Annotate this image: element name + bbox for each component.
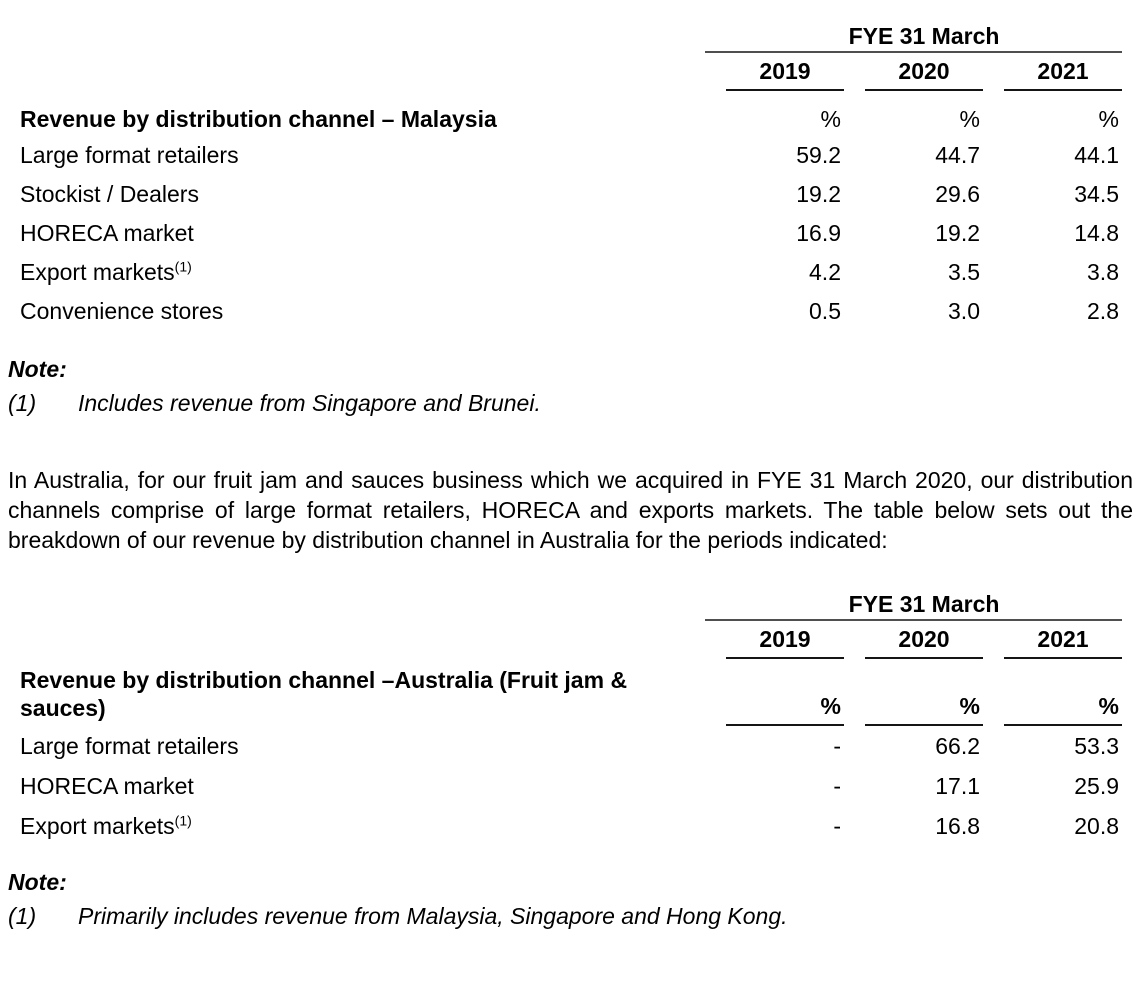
table-row [8,806,1133,846]
table-row [8,766,1133,806]
note-block-australia [8,870,1133,929]
header-spacer [8,21,705,53]
table-row [8,136,1133,175]
row-label-text: HORECA market [20,773,194,799]
year-column-header: 2020 [865,621,983,659]
percent-header: % [1004,693,1122,726]
table-title [8,666,705,726]
note-block-malaysia [8,357,1133,416]
row-label [8,766,705,806]
cell-value: 44.7 [935,142,980,168]
row-label-text: Convenience stores [20,298,224,324]
note-text: Primarily includes revenue from Malaysia, Singapore and Hong Kong. [78,903,788,929]
note-line [8,904,1133,929]
cell-value: 66.2 [935,733,980,759]
cell-value: 2.8 [1087,298,1119,324]
year-column-header: 2019 [726,621,844,659]
cell-value: 25.9 [1074,773,1119,799]
year-column-header: 2020 [865,53,983,91]
row-label [8,806,705,846]
table-row [8,726,1133,766]
years-spacer [8,621,705,659]
cell-value: - [833,773,841,799]
table-australia [8,589,1133,846]
table-row [8,253,1133,292]
year-column-header: 2021 [1004,621,1122,659]
cell-value: 16.9 [796,220,841,246]
years-spacer [8,53,705,91]
header-spacer [8,589,705,621]
percent-header: % [820,106,841,132]
cell-value: 19.2 [935,220,980,246]
table-malaysia [8,21,1133,331]
row-label-text: Export markets [20,813,175,839]
row-label [8,726,705,766]
cell-value: 3.5 [948,259,980,285]
cell-value: 29.6 [935,181,980,207]
percent-header: % [726,693,844,726]
fye-header: FYE 31 March [705,21,1122,53]
row-label-text: Export markets [20,259,175,285]
row-label [8,292,705,331]
cell-value: 53.3 [1074,733,1119,759]
cell-value: 44.1 [1074,142,1119,168]
table-row [8,175,1133,214]
table-row [8,214,1133,253]
year-column-header: 2021 [1004,53,1122,91]
table-head-row [8,659,1133,726]
fye-header-row [8,21,1133,53]
years-row [8,53,1133,91]
cell-value: - [833,733,841,759]
row-label [8,214,705,253]
footnote-ref: (1) [174,812,192,829]
note-number: (1) [8,903,37,929]
note-number: (1) [8,390,37,416]
year-column-header: 2019 [726,53,844,91]
row-label [8,253,705,292]
percent-header: % [1098,106,1119,132]
cell-value: 3.8 [1087,259,1119,285]
cell-value: 16.8 [935,813,980,839]
body-paragraph: In Australia, for our fruit jam and sauces business which we acquired in FYE 31 March 2020, our distribution channels comprise of large format retailers, HORECA and exports markets. The table below sets out the breakdown of our revenue by distribution channel in Australia for the periods indicated: [8,467,1133,553]
table-title-text: Revenue by distribution channel –Australia (Fruit jam & sauces) [20,667,628,721]
table-head-row [8,91,1133,136]
cell-value: 19.2 [796,181,841,207]
cell-value: - [833,813,841,839]
cell-value: 34.5 [1074,181,1119,207]
row-label-text: Stockist / Dealers [20,181,199,207]
percent-header: % [865,693,983,726]
row-label [8,136,705,175]
cell-value: 3.0 [948,298,980,324]
percent-header: % [959,106,980,132]
table-row [8,292,1133,331]
row-label-text: Large format retailers [20,733,239,759]
cell-value: 14.8 [1074,220,1119,246]
fye-header: FYE 31 March [705,589,1122,621]
cell-value: 20.8 [1074,813,1119,839]
note-heading: Note: [8,356,67,382]
cell-value: 0.5 [809,298,841,324]
note-text: Includes revenue from Singapore and Brunei. [78,390,541,416]
note-heading: Note: [8,869,67,895]
footnote-ref: (1) [174,258,192,275]
years-row [8,621,1133,659]
table-title: Revenue by distribution channel – Malaysia [20,106,497,132]
row-label-text: Large format retailers [20,142,239,168]
note-line [8,391,1133,416]
row-label-text: HORECA market [20,220,194,246]
cell-value: 59.2 [796,142,841,168]
row-label [8,175,705,214]
cell-value: 4.2 [809,259,841,285]
fye-header-row [8,589,1133,621]
cell-value: 17.1 [935,773,980,799]
